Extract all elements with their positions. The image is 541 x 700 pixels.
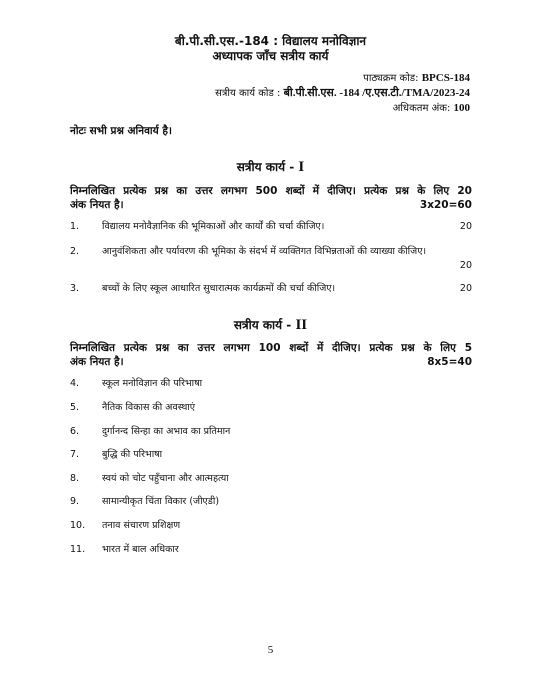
section1-instruction-line2: अंक नियत है।: [70, 199, 124, 211]
question-text: बुद्धि की परिभाषा: [102, 449, 163, 460]
question-text: आनुवंशिकता और पर्यावरण की भूमिका के संदर्भ में व्यक्तिगत विभिन्नताओं की व्याख्या कीजिए।: [102, 246, 427, 257]
question-6: [70, 425, 472, 439]
question-8: [70, 472, 472, 486]
question-text: नैतिक विकास की अवस्थाएं: [102, 402, 196, 413]
question-text: तनाव संचारण प्रशिक्षण: [102, 520, 181, 531]
section1-roman: I: [298, 159, 305, 175]
section2-heading: [0, 316, 541, 334]
course-code-label: पाठ्यक्रम कोड:: [363, 73, 419, 84]
question-text: स्कूल मनोविज्ञान की परिभाषा: [102, 378, 203, 389]
question-text: भारत में बाल अधिकार: [102, 544, 179, 555]
max-marks-label: अधिकतम अंक:: [392, 103, 451, 114]
question-number: 9.: [70, 496, 80, 507]
question-text: विद्यालय मनोवैज्ञानिक की भूमिकाओं और कार्यों की चर्चा कीजिए।: [102, 221, 325, 232]
question-marks: 20: [459, 260, 472, 271]
page-number: 5: [267, 644, 274, 656]
course-code-value: BPCS-184: [421, 72, 470, 84]
question-10: [70, 519, 472, 533]
question-number: 2.: [70, 246, 80, 257]
question-9: [70, 495, 472, 509]
section2-marks: 8x5=40: [427, 356, 472, 368]
question-marks: 20: [459, 283, 472, 294]
assignment-code-label: सत्रीय कार्य कोड :: [215, 88, 281, 99]
max-marks-value: 100: [453, 102, 470, 114]
note-text: नोटः सभी प्रश्न अनिवार्य है।: [70, 125, 172, 137]
assignment-code-value: बी.पी.सी.एस. -184 /ए.एस.टी./TMA/2023-24: [283, 87, 470, 99]
assignment-code: [215, 85, 470, 100]
question-text: सामान्यीकृत चिंता विकार (जीएडी): [102, 496, 220, 507]
question-text: दुर्गानन्द सिन्हा का अभाव का प्रतिमान: [102, 426, 231, 437]
question-11: [70, 543, 472, 557]
section2-instruction-line1: निम्नलिखित प्रत्येक प्रश्न का उत्तर लगभग 100 शब्दों में दीजिए। प्रत्येक प्रश्न के लिए 5: [70, 342, 472, 354]
section2-instruction-line2: अंक नियत है।: [70, 356, 124, 368]
question-number: 6.: [70, 426, 80, 437]
question-marks: 20: [459, 221, 472, 232]
section2-heading-text: सत्रीय कार्य -: [233, 318, 292, 332]
question-number: 8.: [70, 473, 80, 484]
question-3: [70, 282, 472, 296]
question-1: [70, 220, 472, 234]
section1-heading: [0, 158, 541, 176]
question-number: 1.: [70, 221, 80, 232]
question-text: बच्चों के लिए स्कूल आधारित सुधारात्मक कार्यक्रमों की चर्चा कीजिए।: [102, 283, 336, 294]
section1-instruction: [70, 184, 472, 212]
max-marks: [393, 100, 470, 114]
question-4: [70, 377, 472, 391]
section1-marks: 3x20=60: [419, 199, 472, 211]
question-7: [70, 448, 472, 462]
question-number: 10.: [70, 520, 86, 531]
course-code: [363, 70, 470, 84]
question-number: 5.: [70, 402, 80, 413]
question-number: 7.: [70, 449, 80, 460]
question-2: [70, 245, 472, 271]
document-title: बी.पी.सी.एस.-184 : विद्यालय मनोविज्ञान: [174, 34, 367, 48]
section1-instruction-line1: निम्नलिखित प्रत्येक प्रश्न का उत्तर लगभग 500 शब्दों में दीजिए। प्रत्येक प्रश्न के लिए 20: [70, 185, 472, 197]
section1-heading-text: सत्रीय कार्य -: [236, 160, 295, 174]
section2-instruction: [70, 341, 472, 369]
question-5: [70, 401, 472, 415]
question-number: 3.: [70, 283, 80, 294]
question-text: स्वयं को चोट पहुँचाना और आत्महत्या: [102, 473, 229, 484]
question-number: 4.: [70, 378, 80, 389]
document-subtitle: अध्यापक जाँच सत्रीय कार्य: [212, 49, 329, 63]
section2-roman: II: [295, 317, 308, 333]
question-number: 11.: [70, 544, 86, 555]
